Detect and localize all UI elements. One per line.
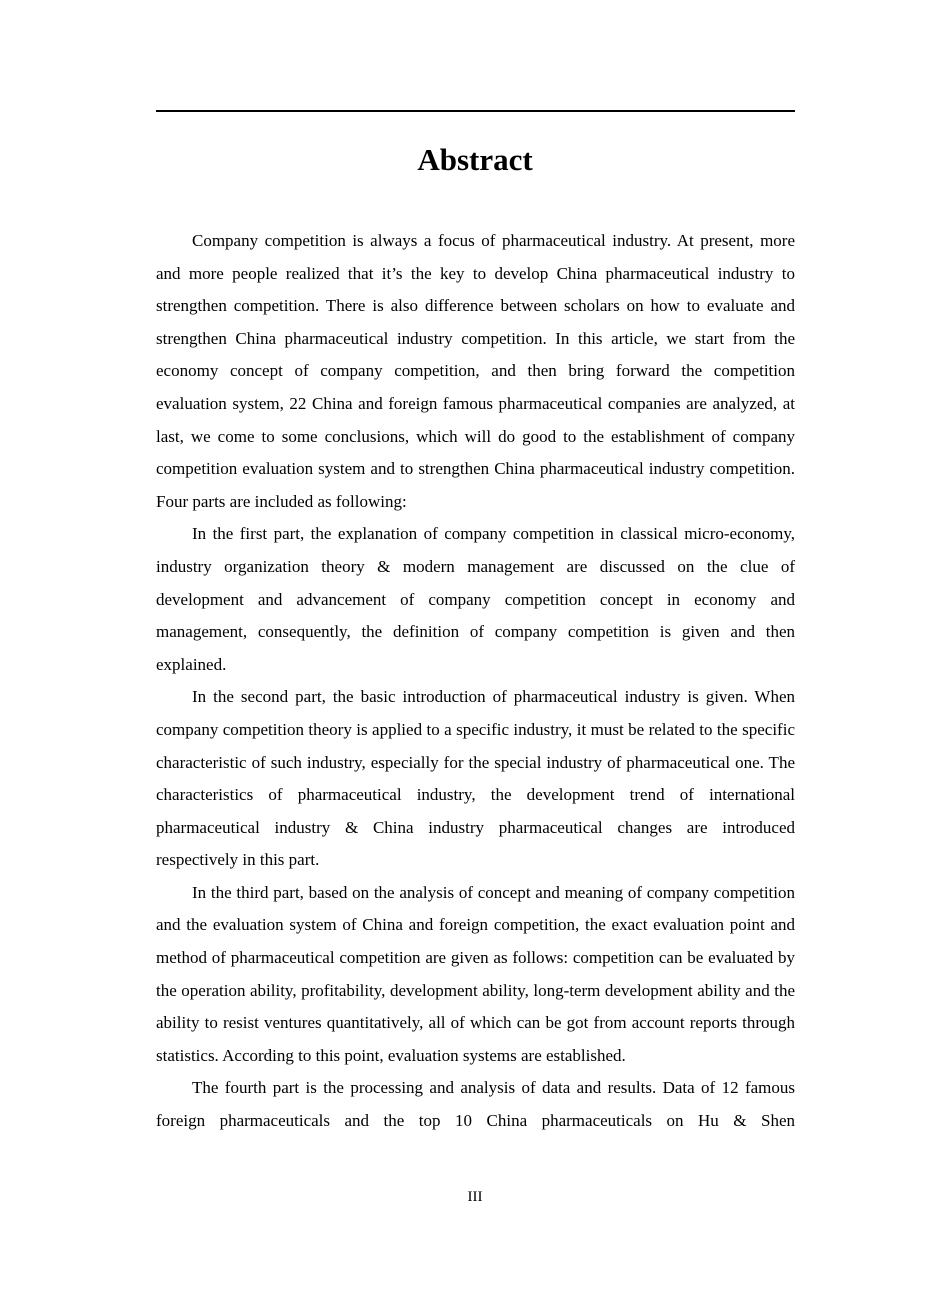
abstract-body bbox=[156, 225, 795, 1138]
header-rule bbox=[156, 110, 795, 112]
paragraph-1: Company competition is always a focus of pharmaceutical industry. At present, more and more people realized that it’s the key to develop China pharmaceutical industry to strengthen competition. There is also difference between scholars on how to evaluate and strengthen China pharmaceutical industry competition. In this article, we start from the economy concept of company competition, and then bring forward the competition evaluation system, 22 China and foreign famous pharmaceutical companies are analyzed, at last, we come to some conclusions, which will do good to the establishment of company competition evaluation system and to strengthen China pharmaceutical industry competition. Four parts are included as following: bbox=[156, 231, 795, 511]
paragraph-4: In the third part, based on the analysis of concept and meaning of company competition and the evaluation system of China and foreign competition, the exact evaluation point and method of pharmaceutical competition are given as follows: competition can be evaluated by the operation ability, profitability, development ability, long-term development ability and the ability to resist ventures quantitatively, all of which can be got from account reports through statistics. According to this point, evaluation systems are established. bbox=[156, 882, 795, 1065]
paragraph-3: In the second part, the basic introduction of pharmaceutical industry is given. When company competition theory is applied to a specific industry, it must be related to the specific characteristic of such industry, especially for the special industry of pharmaceutical one. The characteristics of pharmaceutical industry, the development trend of international pharmaceutical industry & China industry pharmaceutical changes are introduced respectively in this part. bbox=[156, 687, 795, 870]
page-number: III bbox=[467, 1189, 483, 1205]
paragraph-5: The fourth part is the processing and analysis of data and results. Data of 12 famous foreign pharmaceuticals and the top 10 China pharmaceuticals on Hu & Shen bbox=[156, 1078, 795, 1131]
page-title: Abstract bbox=[417, 142, 533, 177]
paragraph-2: In the first part, the explanation of company competition in classical micro-economy, industry organization theory & modern management are discussed on the clue of development and advancement of company competition concept in economy and management, consequently, the definition of company competition is given and then explained. bbox=[156, 524, 795, 674]
